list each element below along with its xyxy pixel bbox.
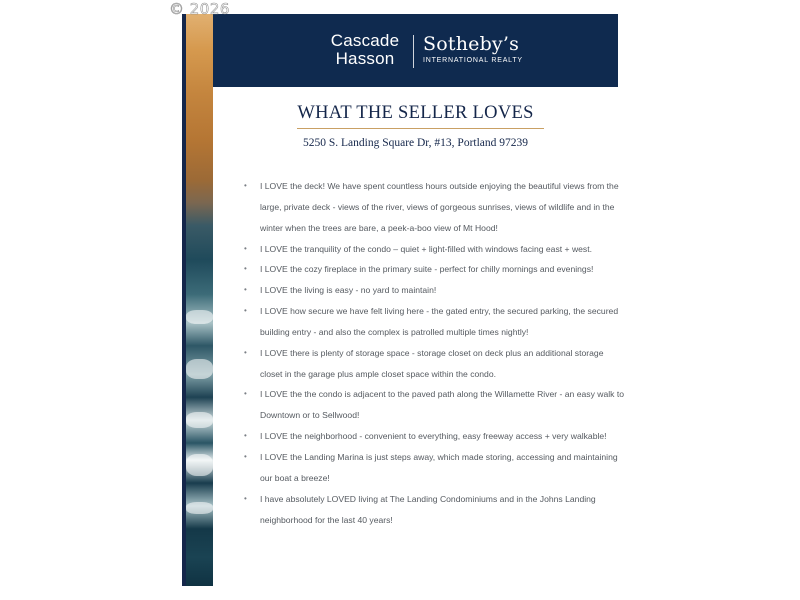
list-item [244,301,624,343]
list-item [244,280,624,301]
list-item-text: I LOVE the tranquility of the condo – quiet + light-filled with windows facing east + west. [260,243,592,254]
title-underline [297,128,544,129]
list-item [244,426,624,447]
list-item [244,447,624,489]
list-item [244,384,624,426]
list-item-text: I have absolutely LOVED living at The Landing Condominiums and in the Johns Landing neighborhood for the last 40 years! [260,493,596,525]
bullet-icon: • [244,347,247,357]
list-item-text: I LOVE the neighborhood - convenient to everything, easy freeway access + very walkable! [260,431,607,442]
bullet-icon: • [244,451,247,461]
logo-sothebys-name: Sotheby’s [423,33,520,55]
list-item-text: I LOVE the living is easy - no yard to maintain! [260,285,437,296]
logo-sothebys-sub: INTERNATIONAL REALTY [423,57,523,64]
logo-divider [413,35,414,68]
bullet-icon: • [244,306,247,316]
bullet-icon: • [244,285,247,295]
logo-sothebys [423,32,533,64]
wave-foam [186,310,213,324]
list-item [244,259,624,280]
list-item [244,176,624,239]
logo-line-1: Cascade [330,31,400,50]
brokerage-logo [327,32,527,72]
list-item-text: I LOVE how secure we have felt living here - the gated entry, the secured parking, the secured building entry - and also the complex is patrolled multiple times nightly! [260,306,619,337]
copyright-watermark: © 2026 [169,0,230,18]
shoreline-photo-strip [182,14,213,586]
property-address: 5250 S. Landing Square Dr, #13, Portland 97239 [302,137,529,149]
wave-foam [186,502,213,514]
list-item [244,489,624,531]
bullet-icon: • [244,264,247,274]
bullet-icon: • [244,431,247,441]
list-item [244,343,624,385]
list-item-text: I LOVE there is plenty of storage space - storage closet on deck plus an additional storage closet in the garage plus ample closet space within the condo. [260,347,604,379]
list-item-text: I LOVE the the condo is adjacent to the paved path along the Willamette River - an easy walk to Downtown or to Sellwood! [260,389,625,421]
wave-foam [186,412,213,428]
flyer-page [182,14,625,586]
logo-line-2: Hasson [335,49,395,68]
page-title: WHAT THE SELLER LOVES [297,103,534,123]
bullet-icon: • [244,493,247,503]
wave-foam [186,359,213,379]
bullet-icon: • [244,389,247,399]
list-item-text: I LOVE the Landing Marina is just steps away, which made storing, accessing and maintaining our boat a breeze! [260,451,618,483]
bullet-icon: • [244,243,247,253]
seller-loves-list [244,176,624,530]
wave-foam [186,454,213,476]
list-item [244,239,624,260]
brand-header-banner [213,14,618,87]
list-item-text: I LOVE the cozy fireplace in the primary suite - perfect for chilly mornings and evenings! [260,264,594,275]
list-item-text: I LOVE the deck! We have spent countless hours outside enjoying the beautiful views from the large, private deck - views of the river, views of gorgeous sunrises, views of wildlife and in the winter when the trees are bare, a peek-a-boo view of Mt Hood! [260,181,619,233]
beach-aerial-image [186,14,213,586]
logo-cascade-hasson [327,32,403,68]
bullet-icon: • [244,181,247,190]
